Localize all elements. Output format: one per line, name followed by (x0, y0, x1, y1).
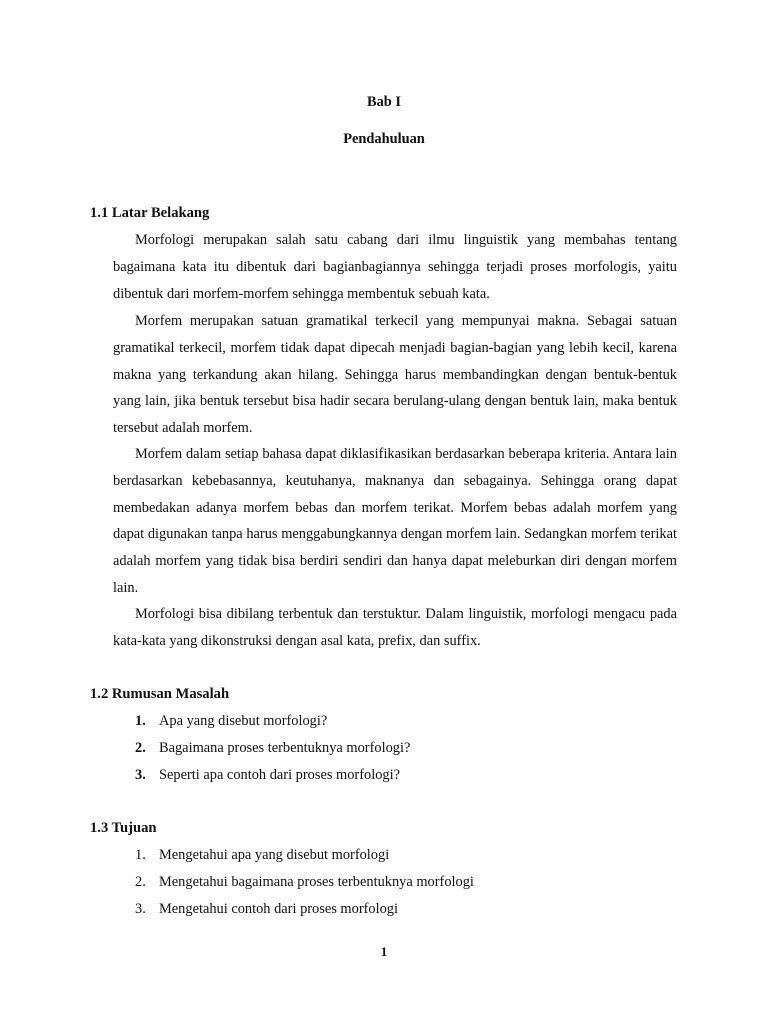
list-item (113, 708, 410, 735)
chapter-label: Bab I (367, 94, 401, 110)
list-item (113, 869, 474, 896)
list-item (113, 735, 410, 762)
list-text: Apa yang disebut morfologi? (159, 713, 328, 729)
list-number: 2. (135, 874, 146, 890)
paragraph-1: Morfologi merupakan salah satu cabang dari ilmu linguistik yang membahas tentang bagaimana kata itu dibentuk dari bagianbagiannya sehingga terjadi proses morfologis, yaitu dibentuk dari morfem-morfem sehingga membentuk sebuah kata. (113, 232, 677, 302)
paragraph-3: Morfem dalam setiap bahasa dapat diklasifikasikan berdasarkan beberapa kriteria. Antara lain berdasarkan kebebasannya, keutuhanya, maknanya dan sebagainya. Sehingga orang dapat membedakan adanya morfem bebas dan morfem terikat. Morfem bebas adalah morfem yang dapat digunakan tanpa harus menggabungkannya dengan morfem lain. Sedangkan morfem terikat adalah morfem yang tidak bisa berdiri sendiri dan hanya dapat meleburkan diri dengan morfem lain. (113, 446, 677, 596)
list-item (113, 842, 474, 869)
rumusan-list (113, 708, 410, 789)
paragraph-4: Morfologi bisa dibilang terbentuk dan terstuktur. Dalam linguistik, morfologi mengacu pada kata-kata yang dikonstruksi dengan asal kata, prefix, dan suffix. (113, 606, 677, 649)
list-text: Bagaimana proses terbentuknya morfologi? (159, 740, 411, 756)
paragraph-2: Morfem merupakan satuan gramatikal terkecil yang mempunyai makna. Sebagai satuan gramatikal terkecil, morfem tidak dapat dipecah menjadi bagian-bagian yang lebih kecil, karena makna yang terkandung akan hilang. Sehingga harus membandingkan dengan bentuk-bentuk yang lain, jika bentuk tersebut bisa hadir secara berulang-ulang dengan bentuk lain, maka bentuk tersebut adalah morfem. (113, 313, 677, 437)
list-text: Mengetahui apa yang disebut morfologi (159, 847, 390, 863)
list-text: Seperti apa contoh dari proses morfologi? (159, 767, 400, 783)
list-number: 1. (135, 713, 146, 729)
section-heading-rumusan-masalah: 1.2 Rumusan Masalah (90, 686, 230, 702)
list-item (113, 762, 410, 789)
section-heading-latar-belakang: 1.1 Latar Belakang (90, 205, 210, 221)
list-text: Mengetahui bagaimana proses terbentuknya morfologi (159, 874, 474, 890)
list-text: Mengetahui contoh dari proses morfologi (159, 901, 398, 917)
chapter-title: Pendahuluan (343, 131, 425, 147)
list-number: 1. (135, 847, 146, 863)
list-item (113, 896, 474, 923)
page-number: 1 (380, 944, 388, 959)
list-number: 3. (135, 901, 146, 917)
list-number: 2. (135, 740, 146, 756)
tujuan-list (113, 842, 474, 923)
list-number: 3. (135, 767, 146, 783)
section-heading-tujuan: 1.3 Tujuan (90, 820, 157, 836)
